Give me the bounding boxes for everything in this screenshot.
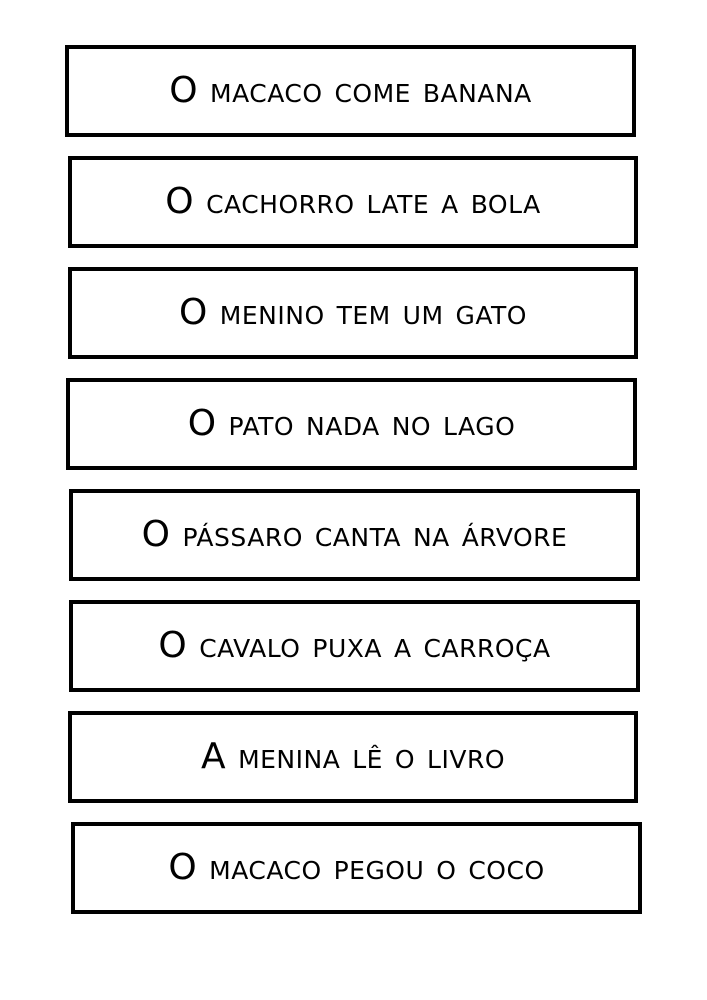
sentence-text: O macaco come banana [169,70,532,111]
sentence-card [65,45,636,137]
sentence-text: O macaco pegou o coco [168,847,545,888]
sentence-card [68,267,638,359]
sentence-card [68,156,638,248]
sentence-card [68,711,638,803]
sentence-text: O menino tem um gato [179,292,527,333]
sentence-text: O cachorro late a bola [165,181,541,222]
sentence-text: O cavalo puxa a carroça [158,625,551,666]
sentence-text: O pássaro canta na árvore [141,514,568,555]
sentence-card [69,489,640,581]
sentence-text: O pato nada no lago [187,403,516,444]
sentence-card [71,822,642,914]
sentence-card [66,378,637,470]
sentence-text: A menina lê o livro [201,736,505,777]
sentence-card [69,600,640,692]
